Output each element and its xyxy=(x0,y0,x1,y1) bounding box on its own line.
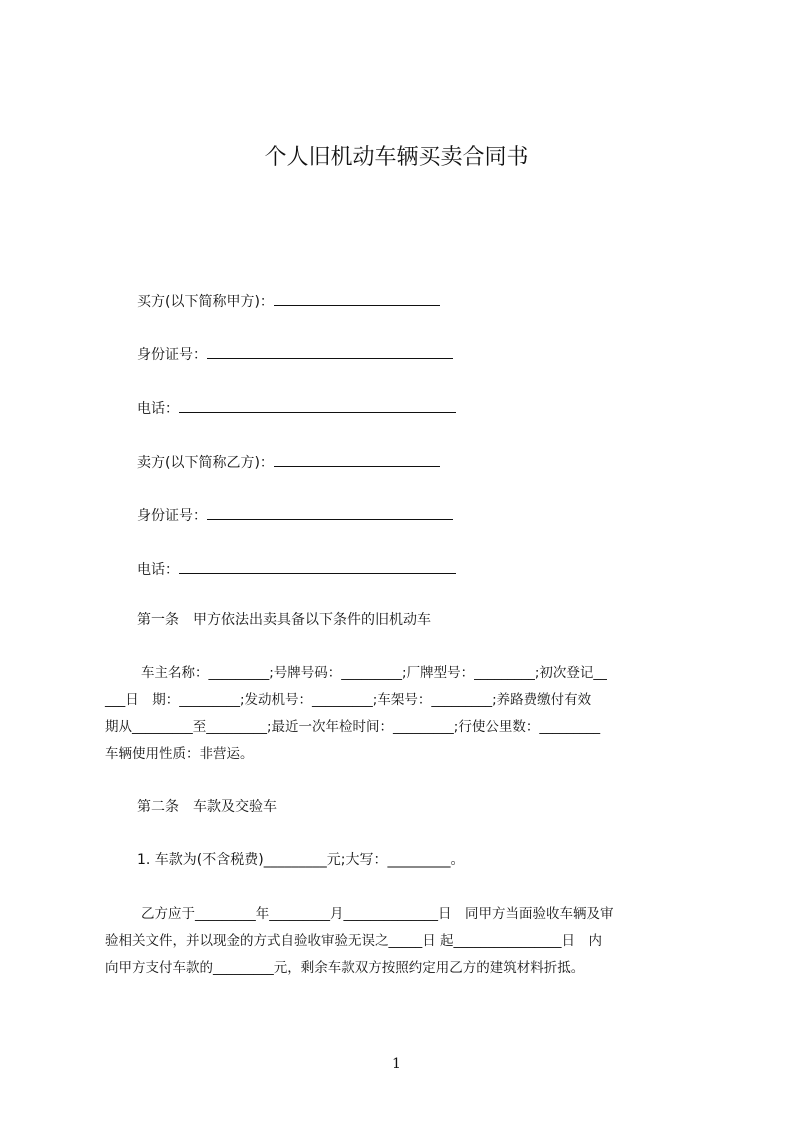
article1-heading: 第一条 甲方依法出卖具备以下条件的旧机动车 xyxy=(137,612,431,628)
article1-line1: 车主名称：_________;号牌号码：_________;厂牌型号：_________;初次登记__ xyxy=(141,665,607,681)
buyer-id-label: 身份证号： xyxy=(137,347,207,363)
article2-para-line2: 验相关文件，并以现金的方式自验收审验无误之_____日 起________________日 内 xyxy=(105,933,603,949)
article1-line4: 车辆使用性质：非营运。 xyxy=(105,746,254,762)
article2-heading: 第二条 车款及交验车 xyxy=(137,799,277,815)
article2-clause1: 1. 车款为(不含税费)_________元;大写：_________。 xyxy=(137,852,465,868)
seller-blank xyxy=(274,452,440,467)
seller-row xyxy=(137,452,440,473)
seller-phone-blank xyxy=(179,559,456,574)
buyer-id-blank xyxy=(207,344,453,359)
seller-id-blank xyxy=(207,505,453,520)
page-number: 1 xyxy=(392,1056,401,1072)
document-title: 个人旧机动车辆买卖合同书 xyxy=(264,145,529,170)
buyer-label: 买方(以下简称甲方)： xyxy=(137,294,274,310)
seller-label: 卖方(以下简称乙方)： xyxy=(137,455,274,471)
seller-phone-row xyxy=(137,559,456,580)
article2-para-line3: 向甲方支付车款的_________元，剩余车款双方按照约定用乙方的建筑材料折抵。 xyxy=(105,960,585,976)
buyer-id-row xyxy=(137,344,453,365)
buyer-blank xyxy=(274,291,440,306)
seller-id-row xyxy=(137,505,453,526)
article1-line3: 期从_________至_________;最近一次年检时间：_________;行使公里数：_________ xyxy=(105,719,601,735)
buyer-phone-row xyxy=(137,398,456,419)
article1-line2: ___日 期：_________;发动机号：_________;车架号：_________;养路费缴付有效 xyxy=(105,692,592,708)
seller-phone-label: 电话： xyxy=(137,562,179,578)
seller-id-label: 身份证号： xyxy=(137,508,207,524)
buyer-phone-label: 电话： xyxy=(137,401,179,417)
buyer-row xyxy=(137,291,440,312)
buyer-phone-blank xyxy=(179,398,456,413)
article2-para-line1: 乙方应于_________年_________月______________日 同甲方当面验收车辆及审 xyxy=(141,906,614,922)
